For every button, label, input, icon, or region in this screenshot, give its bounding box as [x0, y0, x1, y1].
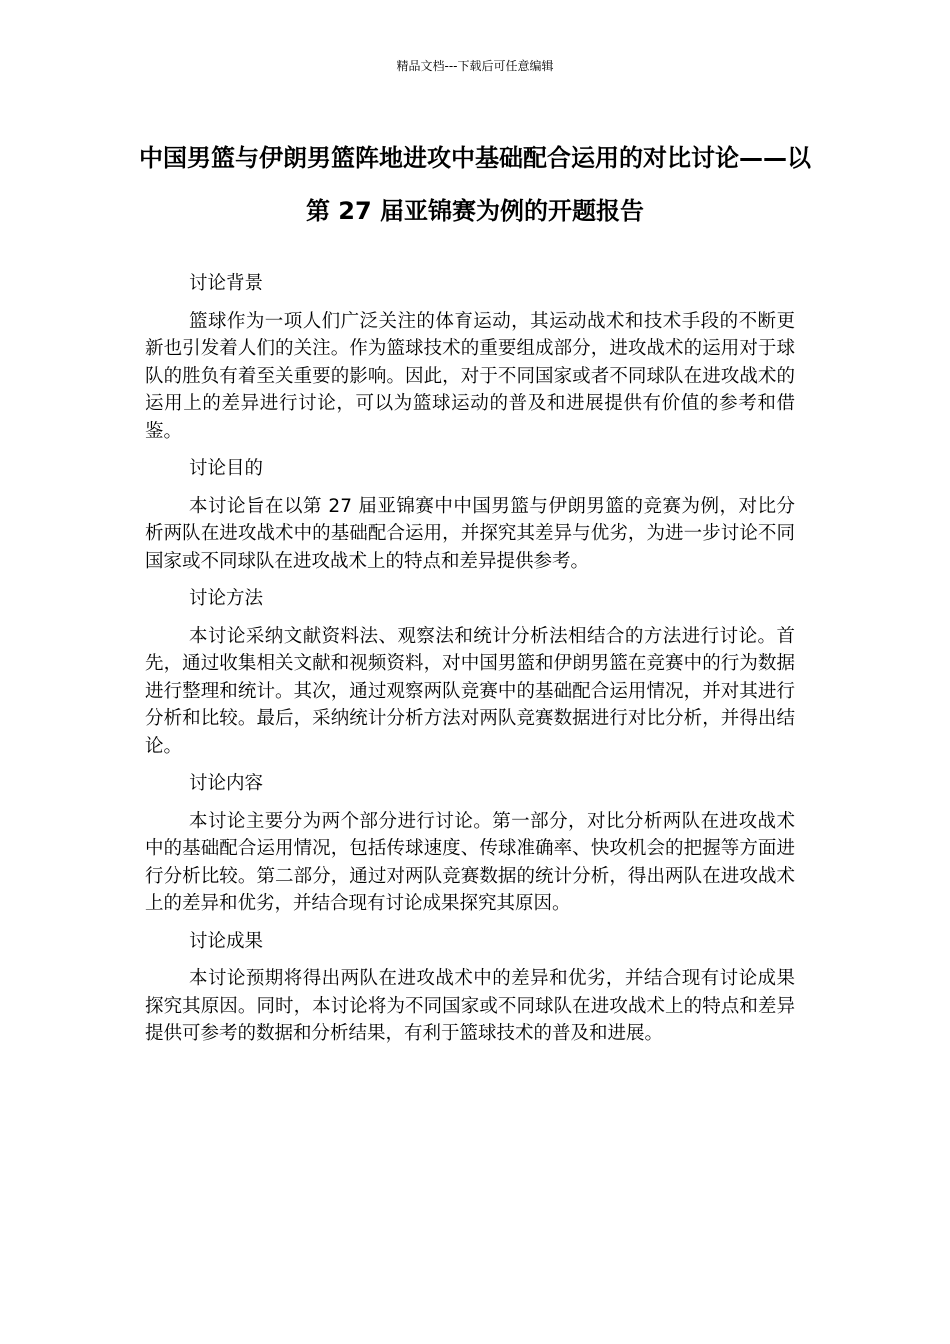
section-heading-content: 讨论内容 [189, 773, 264, 794]
document-title: 中国男篮与伊朗男篮阵地进攻中基础配合运用的对比讨论——以第 27 届亚锦赛为例的开题报告 [139, 144, 811, 225]
section-heading-background: 讨论背景 [189, 273, 264, 294]
header-note: 精品文档---下载后可任意编辑 [396, 59, 554, 73]
section-body-content: 本讨论主要分为两个部分进行讨论。第一部分，对比分析两队在进攻战术中的基础配合运用情况，包括传球速度、传球准确率、快攻机会的把握等方面进行分析比较。第二部分，通过对两队竞赛数据的统计分析，得出两队在进攻战术上的差异和优劣，并结合现有讨论成果探究其原因。 [145, 810, 795, 914]
section-heading-purpose: 讨论目的 [189, 458, 264, 479]
section-body-results: 本讨论预期将得出两队在进攻战术中的差异和优劣，并结合现有讨论成果探究其原因。同时，本讨论将为不同国家或不同球队在进攻战术上的特点和差异提供可参考的数据和分析结果，有利于篮球技术的普及和进展。 [145, 968, 795, 1044]
document-body [145, 270, 795, 1058]
section-heading-method: 讨论方法 [189, 588, 264, 609]
section-body-method: 本讨论采纳文献资料法、观察法和统计分析法相结合的方法进行讨论。首先，通过收集相关文献和视频资料，对中国男篮和伊朗男篮在竞赛中的行为数据进行整理和统计。其次，通过观察两队竞赛中的基础配合运用情况，并对其进行分析和比较。最后，采纳统计分析方法对两队竞赛数据进行对比分析，并得出结论。 [145, 625, 795, 757]
section-body-background: 篮球作为一项人们广泛关注的体育运动，其运动战术和技术手段的不断更新也引发着人们的关注。作为篮球技术的重要组成部分，进攻战术的运用对于球队的胜负有着至关重要的影响。因此，对于不同国家或者不同球队在进攻战术的运用上的差异进行讨论，可以为篮球运动的普及和进展提供有价值的参考和借鉴。 [145, 310, 795, 442]
section-heading-results: 讨论成果 [189, 930, 264, 952]
section-body-purpose: 本讨论旨在以第 27 届亚锦赛中中国男篮与伊朗男篮的竞赛为例，对比分析两队在进攻战术中的基础配合运用，并探究其差异与优劣，为进一步讨论不同国家或不同球队在进攻战术上的特点和差异提供参考。 [145, 495, 795, 572]
